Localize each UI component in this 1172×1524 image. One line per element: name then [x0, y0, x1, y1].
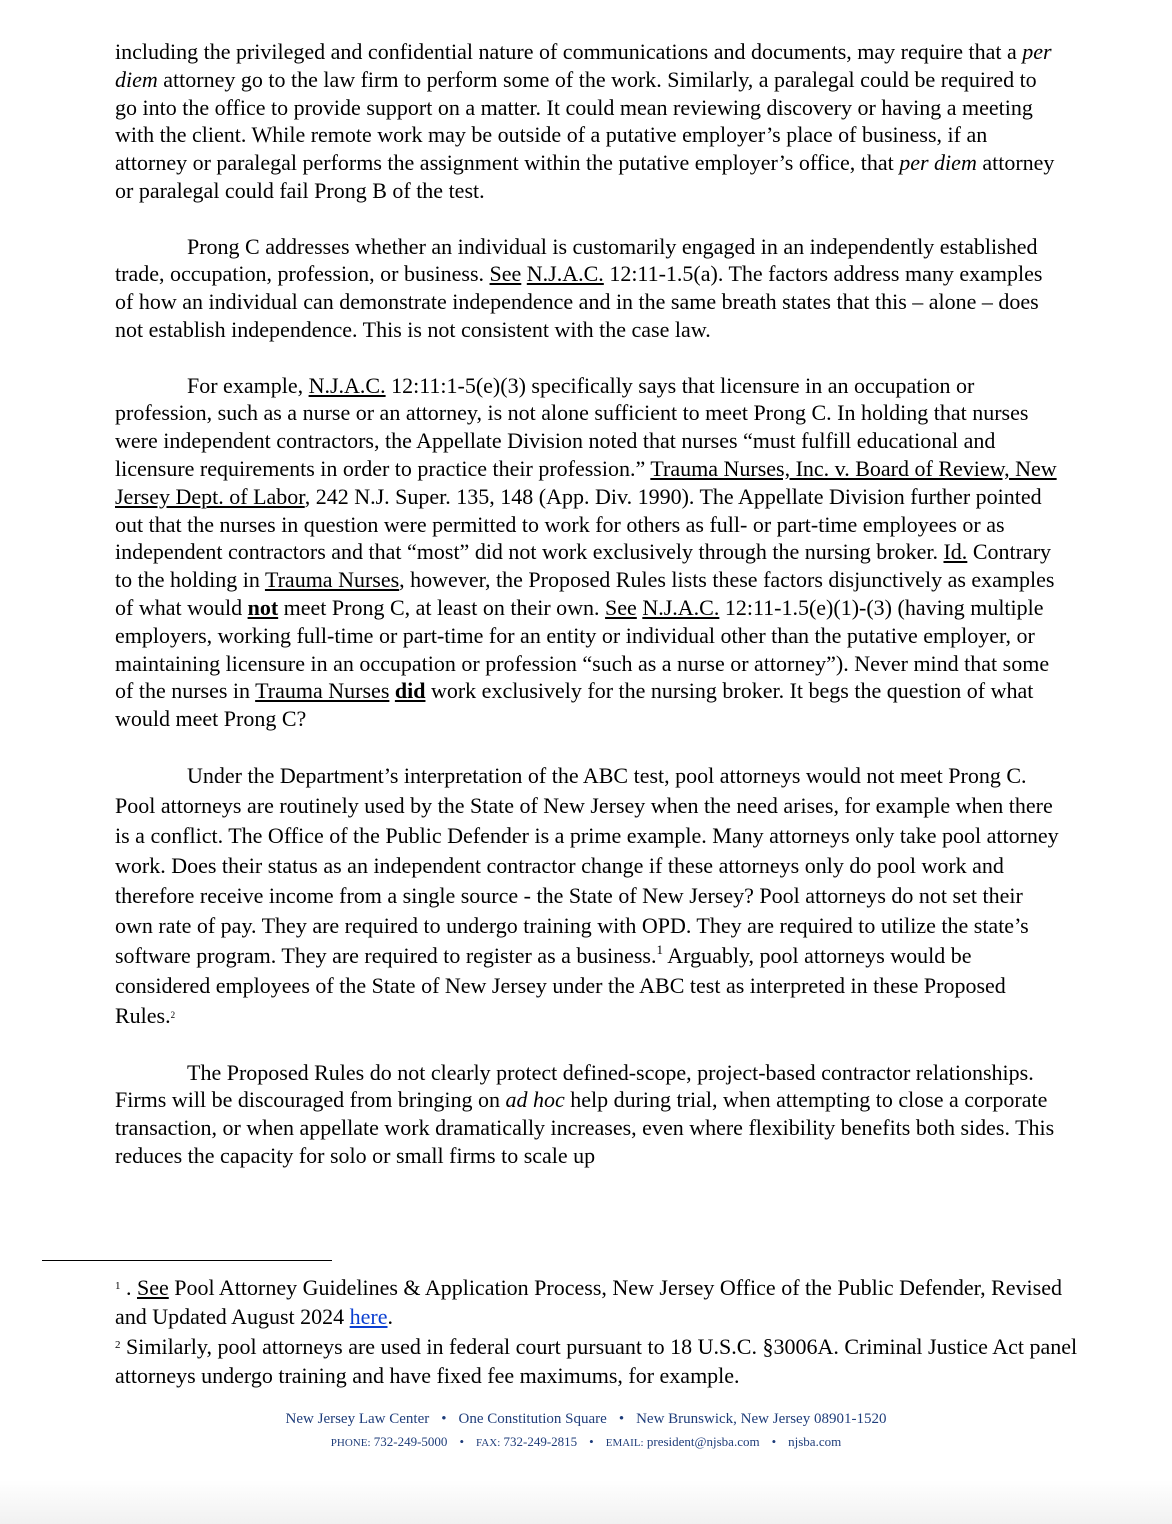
- separator-dot: •: [618, 1411, 625, 1427]
- footnote-2: $^2$ Similarly, pool attorneys are used in federal court pursuant to 18 U.S.C. §3006A. Criminal Justice Act panel attorneys undergo training and have fixed fee maximums, for example.: [115, 1334, 1078, 1388]
- case-citation: Trauma Nurses, Inc. v. Board of Review, New Jersey Dept. of Labor: [115, 455, 1057, 509]
- footnotes: [115, 1272, 1095, 1390]
- letter-body: [115, 38, 1060, 1170]
- letterhead-footer: [0, 1409, 1172, 1454]
- footer-website[interactable]: njsba.com: [788, 1434, 842, 1449]
- paragraph-pool-attorneys: Under the Department’s interpretation of the ABC test, pool attorneys would not meet Prong C. Pool attorneys are routinely used by the State of New Jersey when the need arises, for example when there is a conflict. The Office of the Public Defender is a prime example. Many attorneys only take pool attorney work. Does their status as an independent contractor change if these attorneys only do pool work and therefore receive income from a single source - the State of New Jersey? Pool attorneys do not set their own rate of pay. They are required to undergo training with OPD. They are required to utilize the state’s software program. They are required to register as a business.$^1$ Arguably, pool attorneys would be considered employees of the State of New Jersey under the ABC test as interpreted in these Proposed Rules.$^2$: [115, 762, 1059, 1028]
- footnote-ref-1[interactable]: 1: [656, 941, 663, 957]
- separator-dot: •: [441, 1411, 447, 1427]
- footnote-1: $^1$ . See Pool Attorney Guidelines & Application Process, New Jersey Office of the Public Defender, Revised and Updated August 2024 here.: [115, 1275, 1062, 1329]
- paragraph-remote-work: including the privileged and confidential nature of communications and documents, may require that a per diem attorney go to the law firm to perform some of the work. Similarly, a paralegal could be required to go into the office to provide support on a matter. It could mean reviewing discovery or having a meeting with the client. While remote work may be outside of a putative employer’s place of business, if an attorney or paralegal performs the assignment within the putative employer’s office, that per diem attorney or paralegal could fail Prong B of the test.: [115, 39, 1055, 203]
- footer-email[interactable]: president@njsba.com: [646, 1434, 760, 1449]
- footnote-ref-2[interactable]: 2: [170, 1009, 176, 1020]
- footer-fax: 732-249-2815: [503, 1434, 578, 1449]
- footer-contact-line: PHONE: 732-249-5000 • FAX: 732-249-2815 • EMAIL: president@njsba.com • njsba.com: [330, 1434, 842, 1449]
- footer-org: New Jersey Law Center: [285, 1411, 430, 1427]
- footer-city: New Brunswick, New Jersey 08901-1520: [636, 1411, 887, 1427]
- page-bottom-shade: [0, 1480, 1172, 1524]
- separator-dot: •: [589, 1434, 594, 1449]
- footnote-divider: [42, 1260, 332, 1261]
- paragraph-project-based: The Proposed Rules do not clearly protect defined-scope, project-based contractor relationships. Firms will be discouraged from bringing on ad hoc help during trial, when attempting to close a corporate transaction, or when appellate work dramatically increases, even where flexibility benefits both sides. This reduces the capacity for solo or small firms to scale up: [115, 1059, 1055, 1168]
- separator-dot: •: [771, 1434, 777, 1449]
- separator-dot: •: [459, 1434, 464, 1449]
- here-link[interactable]: here: [349, 1303, 388, 1329]
- footer-address-line: [0, 1409, 1172, 1429]
- footer-street: One Constitution Square: [458, 1411, 607, 1427]
- paragraph-trauma-nurses: For example, N.J.A.C. 12:11:1-5(e)(3) specifically says that licensure in an occupation or profession, such as a nurse or an attorney, is not alone sufficient to meet Prong C. In holding that nurses were independent contractors, the Appellate Division noted that nurses “must fulfill educational and licensure requirements in order to practice their profession.” Trauma Nurses, Inc. v. Board of Review, New Jersey Dept. of Labor, 242 N.J. Super. 135, 148 (App. Div. 1990). The Appellate Division further pointed out that the nurses in question were permitted to work for others as full- or part-time employees or as independent contractors and that “most” did not work exclusively through the nursing broker. Id. Contrary to the holding in Trauma Nurses, however, the Proposed Rules lists these factors disjunctively as examples of what would not meet Prong C, at least on their own. See N.J.A.C. 12:11-1.5(e)(1)-(3) (having multiple employers, working full-time or part-time for an entity or individual other than the putative employer, or maintaining licensure in an occupation or profession “such as a nurse or attorney”). Never mind that some of the nurses in Trauma Nurses did work exclusively for the nursing broker. It begs the question of what would meet Prong C?: [115, 372, 1057, 732]
- paragraph-prong-c: Prong C addresses whether an individual is customarily engaged in an independently established trade, occupation, profession, or business. See N.J.A.C. 12:11-1.5(a). The factors address many examples of how an individual can demonstrate independence and in the same breath states that this – alone – does not establish independence. This is not consistent with the case law.: [115, 233, 1043, 342]
- footer-phone: 732-249-5000: [373, 1434, 448, 1449]
